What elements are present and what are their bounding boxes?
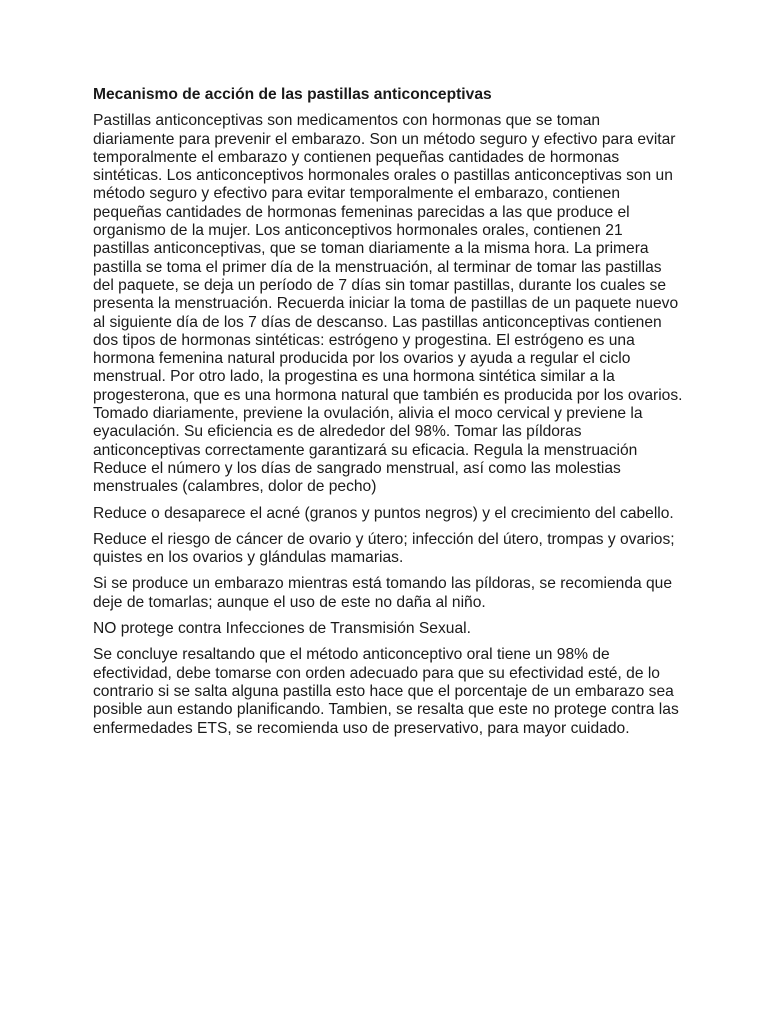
paragraph-mechanism: Pastillas anticonceptivas son medicamentos con hormonas que se toman diariamente para prevenir el embarazo. Son un método seguro y efectivo para evitar temporalmente el embarazo y contienen pequeñas cantidades de hormonas sintéticas. Los anticonceptivos hormonales orales o pastillas anticonceptivas son un método seguro y efectivo para evitar temporalmente el embarazo, contienen pequeñas cantidades de hormonas femeninas parecidas a las que produce el organismo de la mujer. Los anticonceptivos hormonales orales, contienen 21 pastillas anticonceptivas, que se toman diariamente a la misma hora. La primera pastilla se toma el primer día de la menstruación, al terminar de tomar las pastillas del paquete, se deja un período de 7 días sin tomar pastillas, durante los cuales se presenta la menstruación. Recuerda iniciar la toma de pastillas de un paquete nuevo al siguiente día de los 7 días de descanso. Las pastillas anticonceptivas contienen dos tipos de hormonas sintéticas: estrógeno y progestina. El estrógeno es una hormona femenina natural producida por los ovarios y ayuda a regular el ciclo menstrual. Por otro lado, la progestina es una hormona sintética similar a la progesterona, que es una hormona natural que también es producida por los ovarios. Tomado diariamente, previene la ovulación, alivia el moco cervical y previene la eyaculación. Su eficiencia es de alrededor del 98%. Tomar las píldoras anticonceptivas correctamente garantizará su eficacia. Regula la menstruación Reduce el número y los días de sangrado menstrual, así como las molestias menstruales (calambres, dolor de pecho) [93,112,683,496]
document-page [93,86,683,746]
paragraph-sti-warning: NO protege contra Infecciones de Transmisión Sexual. [93,620,471,638]
paragraph-pregnancy: Si se produce un embarazo mientras está tomando las píldoras, se recomienda que deje de tomarlas; aunque el uso de este no daña al niño. [93,575,673,611]
paragraph-acne: Reduce o desaparece el acné (granos y puntos negros) y el crecimiento del cabello. [93,504,674,522]
paragraph-conclusion: Se concluye resaltando que el método anticonceptivo oral tiene un 98% de efectividad, debe tomarse con orden adecuado para que su efectividad esté, de lo contrario si se salta alguna pastilla esto hace que el porcentaje de un embarazo sea posible aun estando planificando. Tambien, se resalta que este no protege contra las enfermedades ETS, se recomienda uso de preservativo, para mayor cuidado. [93,646,679,737]
document-title: Mecanismo de acción de las pastillas anticonceptivas [93,86,492,103]
paragraph-cancer-risk: Reduce el riesgo de cáncer de ovario y útero; infección del útero, trompas y ovarios; quistes en los ovarios y glándulas mamarias. [93,530,675,567]
